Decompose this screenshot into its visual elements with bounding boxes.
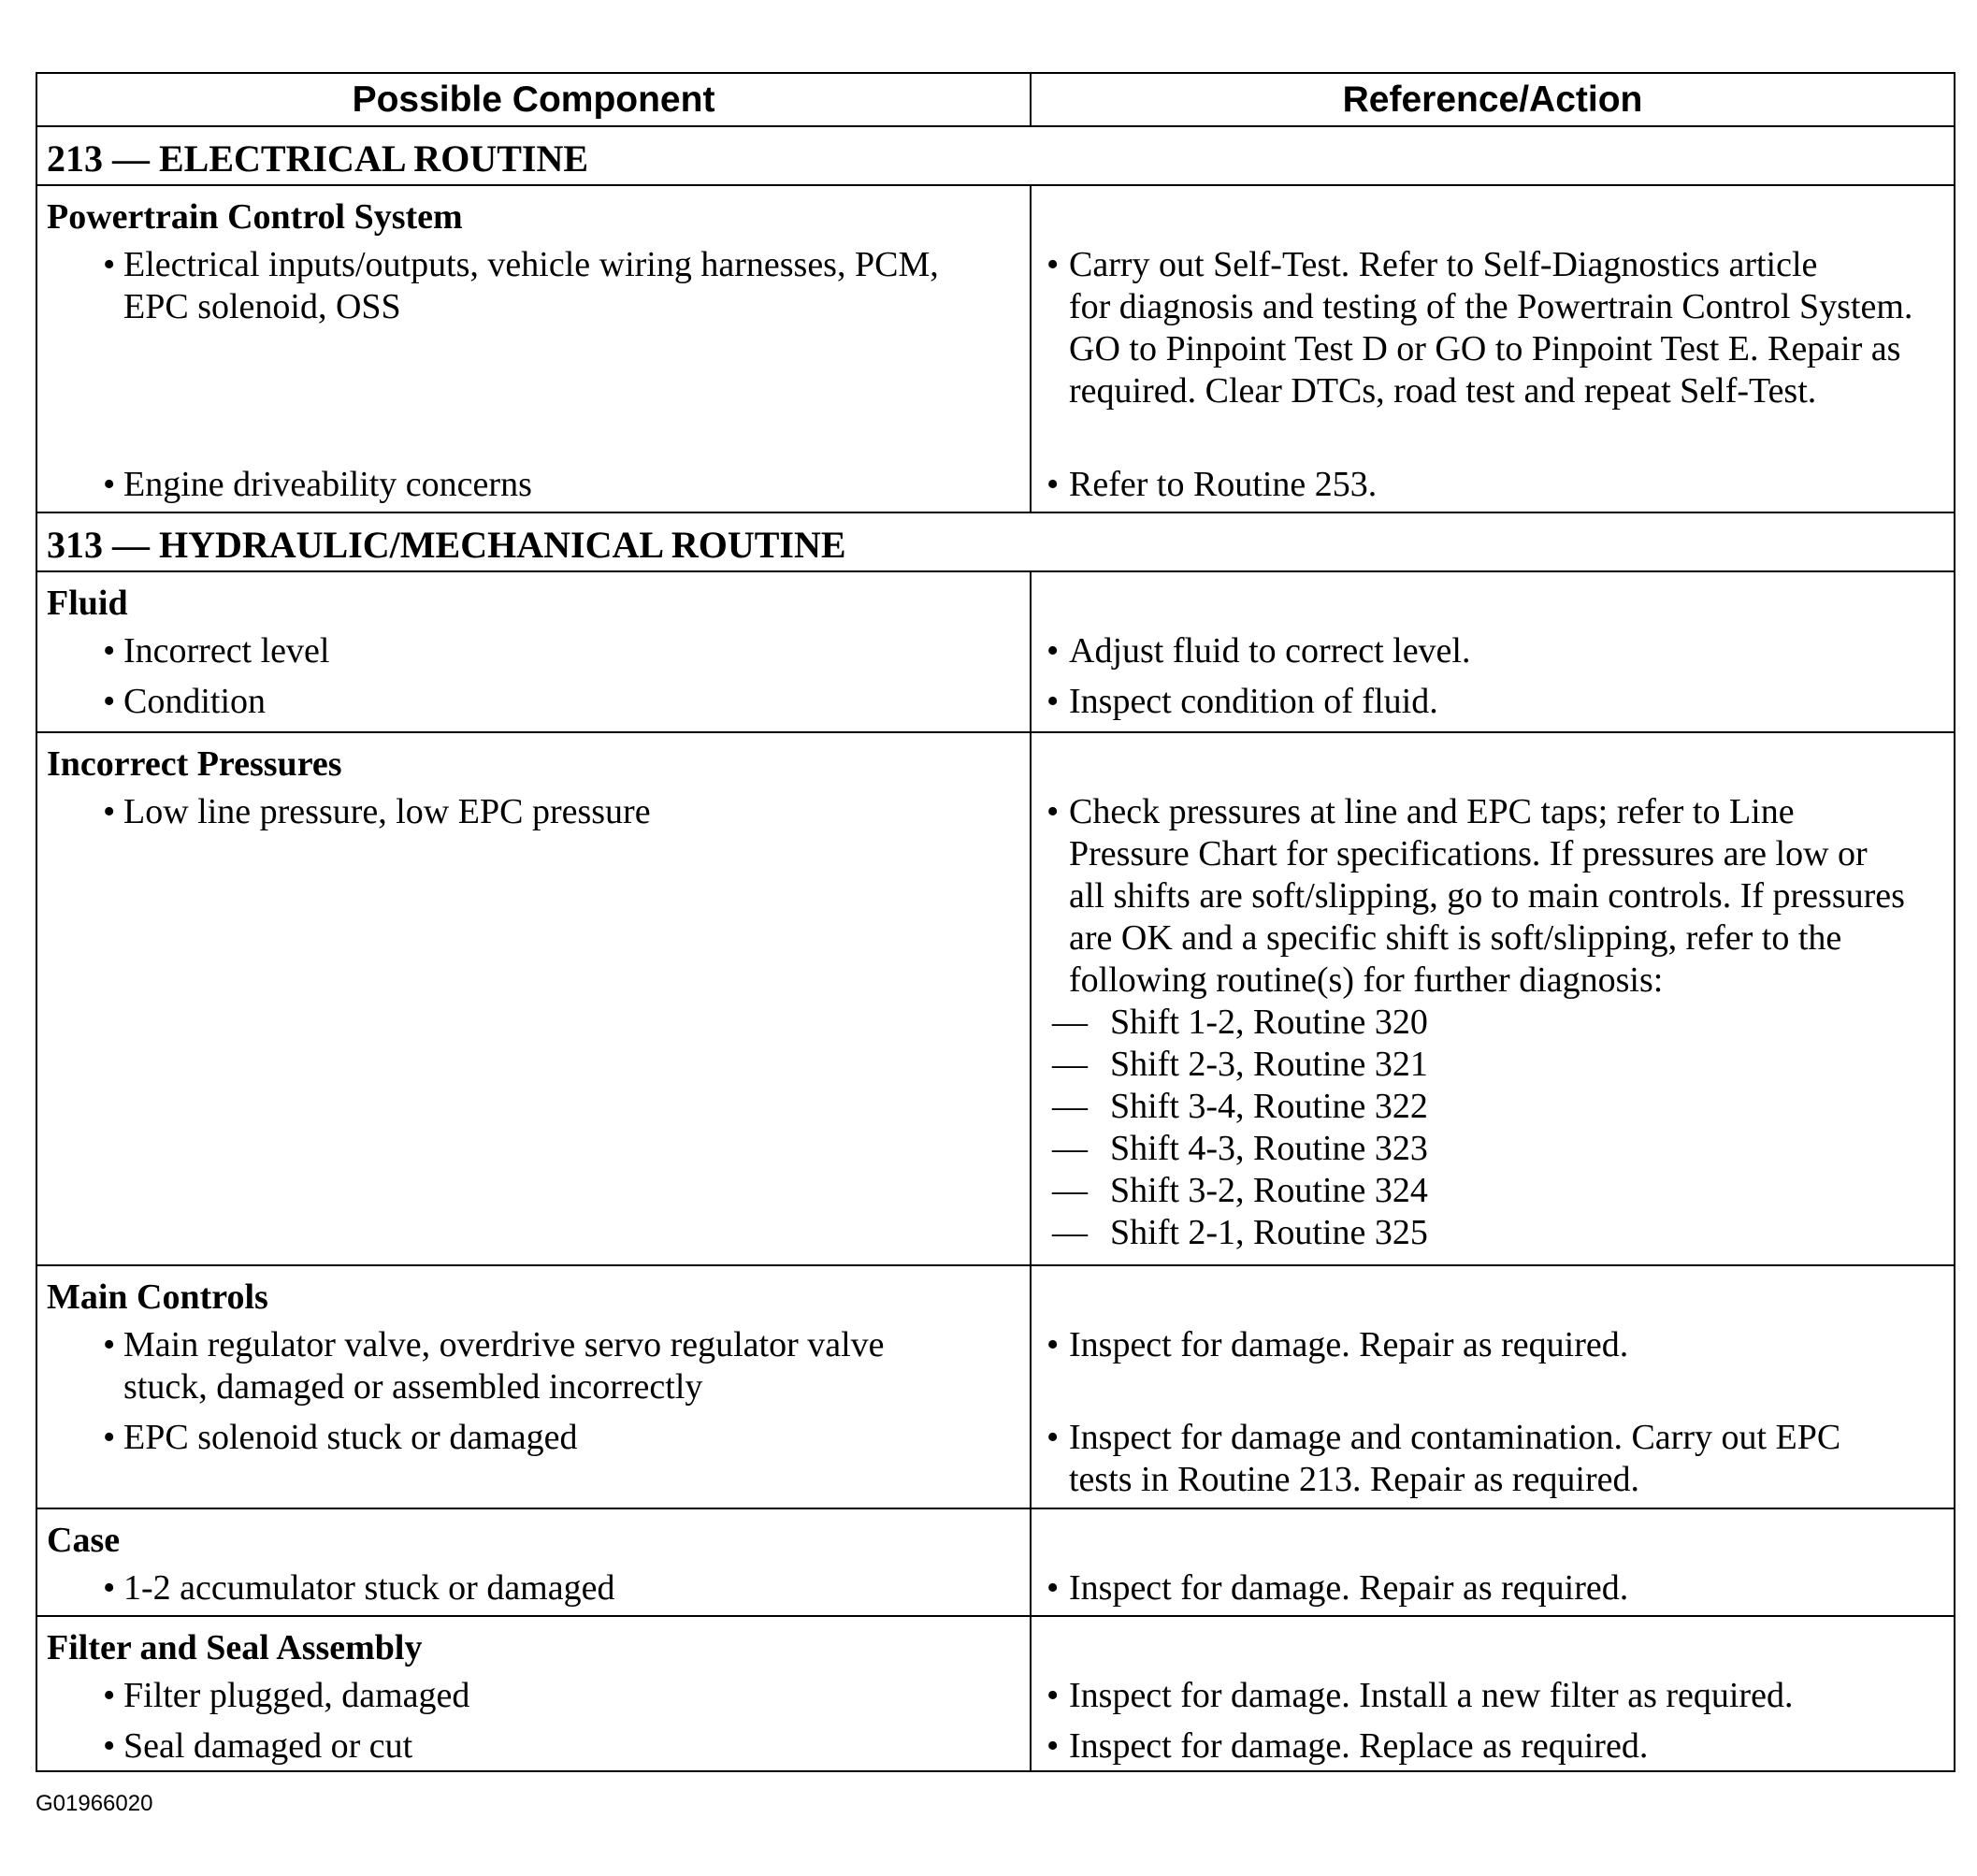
component-line: Incorrect level (123, 631, 330, 671)
section-title: 213 — ELECTRICAL ROUTINE (36, 126, 1955, 185)
action-line: Inspect for damage. Repair as required. (1069, 1325, 1629, 1364)
action-cell (1031, 1616, 1955, 1771)
bullet-icon: • (1046, 465, 1060, 504)
bullet-icon: • (103, 631, 116, 671)
action-line: tests in Routine 213. Repair as required. (1069, 1460, 1639, 1499)
action-line: following routine(s) for further diagnosis: (1069, 960, 1664, 1000)
group-row (36, 732, 1955, 1265)
action-line: Inspect for damage. Install a new filter as required. (1069, 1676, 1794, 1715)
component-line: Main regulator valve, overdrive servo regulator valve (123, 1325, 885, 1364)
action-line: Carry out Self-Test. Refer to Self-Diagnostics article (1069, 245, 1818, 284)
component-cell (36, 732, 1031, 1265)
group-row (36, 1508, 1955, 1616)
component-cell (36, 1508, 1031, 1616)
bullet-icon: • (1046, 1418, 1060, 1457)
bullet-icon: • (103, 682, 116, 721)
bullet-icon: • (1046, 682, 1060, 721)
group-row (36, 1265, 1955, 1508)
action-line: Inspect for damage and contamination. Carry out EPC (1069, 1418, 1841, 1457)
bullet-icon: • (1046, 245, 1060, 284)
component-line: EPC solenoid, OSS (123, 287, 401, 326)
action-line: required. Clear DTCs, road test and repeat Self-Test. (1069, 371, 1817, 411)
component-line: Filter plugged, damaged (123, 1676, 470, 1715)
action-cell (1031, 1508, 1955, 1616)
dash-icon: — (1052, 1087, 1088, 1126)
group-title: Fluid (47, 584, 128, 623)
header-reference-action: Reference/Action (1031, 73, 1955, 126)
bullet-icon: • (103, 1676, 116, 1715)
group-title: Filter and Seal Assembly (47, 1628, 423, 1667)
action-line: GO to Pinpoint Test D or GO to Pinpoint Test E. Repair as (1069, 329, 1901, 368)
component-line: Condition (123, 682, 267, 721)
action-cell (1031, 185, 1955, 512)
bullet-icon: • (103, 1325, 116, 1364)
action-line: are OK and a specific shift is soft/slipping, refer to the (1069, 918, 1842, 958)
component-cell (36, 571, 1031, 732)
diagnostic-table (36, 72, 1955, 1772)
component-cell (36, 1265, 1031, 1508)
component-line: Low line pressure, low EPC pressure (123, 792, 651, 831)
dash-icon: — (1052, 1213, 1088, 1252)
action-line: Pressure Chart for specifications. If pressures are low or (1069, 834, 1868, 873)
bullet-icon: • (103, 792, 116, 831)
bullet-icon: • (1046, 792, 1060, 831)
group-row (36, 1616, 1955, 1771)
component-line: Electrical inputs/outputs, vehicle wiring harnesses, PCM, (123, 245, 939, 284)
action-line: for diagnosis and testing of the Powertrain Control System. (1069, 287, 1913, 326)
bullet-icon: • (1046, 1568, 1060, 1608)
action-line: Check pressures at line and EPC taps; refer to Line (1069, 792, 1795, 831)
action-cell (1031, 571, 1955, 732)
header-row (36, 73, 1955, 126)
bullet-icon: • (103, 1418, 116, 1457)
action-line: Inspect condition of fluid. (1069, 682, 1438, 721)
bullet-icon: • (1046, 1726, 1060, 1766)
action-line: Adjust fluid to correct level. (1069, 631, 1471, 671)
component-line: stuck, damaged or assembled incorrectly (123, 1367, 703, 1407)
group-title: Incorrect Pressures (47, 744, 342, 784)
section-title: 313 — HYDRAULIC/MECHANICAL ROUTINE (36, 512, 1955, 571)
action-line: Inspect for damage. Repair as required. (1069, 1568, 1629, 1608)
sub-item-text: Shift 1-2, Routine 320 (1110, 1003, 1428, 1042)
sub-item-text: Shift 3-2, Routine 324 (1110, 1171, 1428, 1210)
component-line: EPC solenoid stuck or damaged (123, 1418, 578, 1457)
component-cell (36, 1616, 1031, 1771)
dash-icon: — (1052, 1003, 1088, 1042)
action-cell (1031, 1265, 1955, 1508)
component-line: Seal damaged or cut (123, 1726, 413, 1766)
sub-item-text: Shift 3-4, Routine 322 (1110, 1087, 1428, 1126)
group-row (36, 185, 1955, 512)
bullet-icon: • (103, 245, 116, 284)
action-line: Inspect for damage. Replace as required. (1069, 1726, 1649, 1766)
bullet-icon: • (103, 465, 116, 504)
dash-icon: — (1052, 1045, 1088, 1084)
group-title: Main Controls (47, 1277, 268, 1317)
group-title: Case (47, 1521, 121, 1560)
component-line: 1-2 accumulator stuck or damaged (123, 1568, 615, 1608)
section-row (36, 126, 1955, 185)
action-cell (1031, 732, 1955, 1265)
bullet-icon: • (1046, 631, 1060, 671)
sub-item-text: Shift 2-1, Routine 325 (1110, 1213, 1428, 1252)
dash-icon: — (1052, 1129, 1088, 1168)
figure-code: G01966020 (36, 1791, 153, 1816)
bullet-icon: • (1046, 1676, 1060, 1715)
action-line: Refer to Routine 253. (1069, 465, 1378, 504)
sub-item-text: Shift 4-3, Routine 323 (1110, 1129, 1428, 1168)
bullet-icon: • (1046, 1325, 1060, 1364)
group-row (36, 571, 1955, 732)
component-line: Engine driveability concerns (123, 465, 532, 504)
component-cell (36, 185, 1031, 512)
header-possible-component: Possible Component (36, 73, 1031, 126)
sub-item-text: Shift 2-3, Routine 321 (1110, 1045, 1428, 1084)
bullet-icon: • (103, 1726, 116, 1766)
action-line: all shifts are soft/slipping, go to main controls. If pressures (1069, 876, 1905, 916)
group-title: Powertrain Control System (47, 197, 463, 237)
dash-icon: — (1052, 1171, 1088, 1210)
bullet-icon: • (103, 1568, 116, 1608)
section-row (36, 512, 1955, 571)
